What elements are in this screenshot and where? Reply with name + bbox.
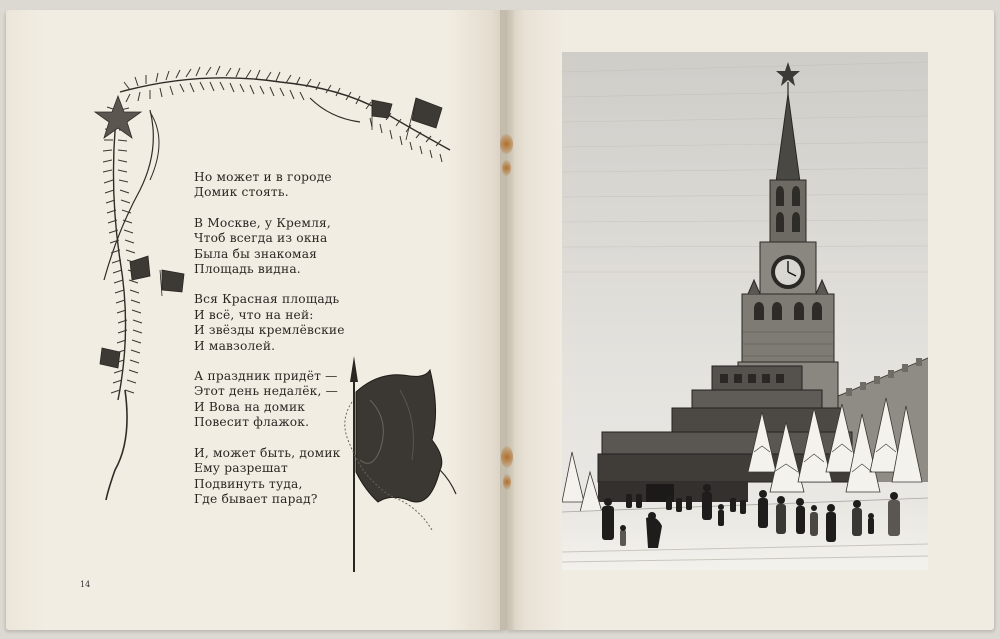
poem-line: И Вова на домик <box>194 399 306 414</box>
poem-line: И мавзолей. <box>194 338 276 353</box>
poem-line: В Москве, у Кремля, <box>194 215 331 230</box>
stanza-1 <box>194 170 345 201</box>
poem-line: И звёзды кремлёвские <box>194 323 345 338</box>
poem-line: Чтоб всегда из окна <box>194 231 328 246</box>
spasskaya-tower-icon <box>562 52 928 570</box>
stanza-3 <box>194 292 345 354</box>
poem-line: Повесит флажок. <box>194 415 310 430</box>
stain-top-2 <box>502 160 511 176</box>
stanza-5 <box>194 446 345 508</box>
stain-top <box>500 134 513 154</box>
poem-line: И, может быть, домик <box>194 445 341 460</box>
kremlin-illustration <box>562 52 928 570</box>
poem-line: И всё, что на ней: <box>194 307 314 322</box>
poem-line: А праздник придёт — <box>194 369 338 384</box>
poem-line: Была бы знакомая <box>194 246 318 261</box>
poem-line: Вся Красная площадь <box>194 292 340 307</box>
poem-line: Ему разрешат <box>194 461 288 476</box>
stanza-4 <box>194 369 345 431</box>
poem-line: Этот день недалёк, — <box>194 384 338 399</box>
stain-bottom <box>501 446 513 468</box>
poem-line: Площадь видна. <box>194 262 301 277</box>
poem-line: Где бывает парад? <box>194 491 318 506</box>
poem-line: Домик стоять. <box>194 185 289 200</box>
stain-bottom-2 <box>503 474 511 490</box>
poem-line: Подвинуть туда, <box>194 476 303 491</box>
book-gutter <box>500 10 514 630</box>
poem-text <box>194 170 345 522</box>
stanza-2 <box>194 216 345 278</box>
poem-line: Но может и в городе <box>194 170 332 184</box>
page-number: 14 <box>80 580 91 589</box>
